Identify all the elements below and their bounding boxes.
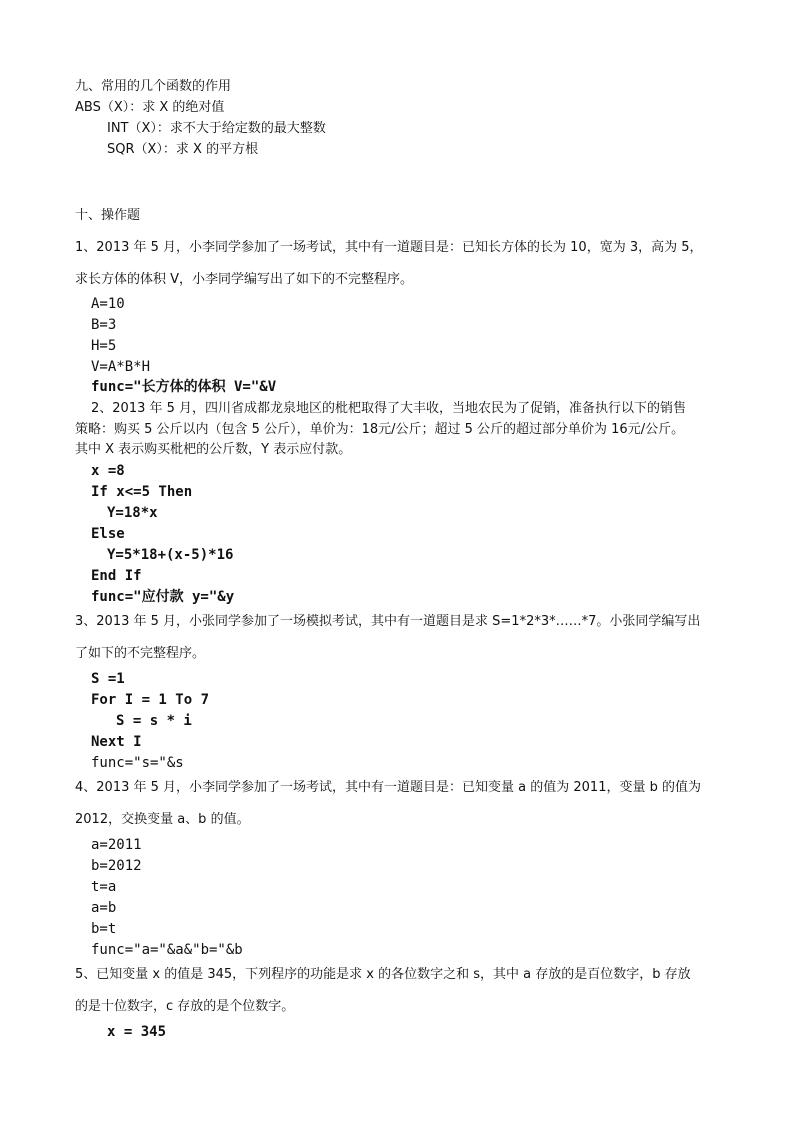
question-5-code-line: x = 345 <box>107 1024 167 1040</box>
question-1-code-line: V=A*B*H <box>91 359 151 375</box>
question-4-code-line: b=t <box>91 921 117 937</box>
section-10-title: 十、操作题 <box>75 208 141 223</box>
question-4-text-line: 2012，交换变量 a、b 的值。 <box>75 812 250 827</box>
question-1-code-line: A=10 <box>91 296 125 312</box>
question-2-code-line: Y=18*x <box>107 505 158 521</box>
question-2-code-line: Y=5*18+(x-5)*16 <box>107 547 234 563</box>
question-4-text-line: 4、2013 年 5 月，小李同学参加了一场考试，其中有一道题目是：已知变量 a 的值为 2011，变量 b 的值为 <box>75 780 701 795</box>
function-abs-line: ABS（X）：求 X 的绝对值 <box>75 100 225 115</box>
question-4-code-line: t=a <box>91 879 117 895</box>
function-int-line: INT（X）：求不大于给定数的最大整数 <box>107 121 326 136</box>
question-1-code-line: B=3 <box>91 317 117 333</box>
question-4-code-line: a=2011 <box>91 837 142 853</box>
section-9-title: 九、常用的几个函数的作用 <box>75 79 232 94</box>
question-1-text-line: 1、2013 年 5 月，小李同学参加了一场考试，其中有一道题目是：已知长方体的长为 10，宽为 3，高为 5， <box>75 240 703 255</box>
question-2-code-line: func="应付款 y="&y <box>91 589 235 605</box>
question-2-code-line: End If <box>91 568 142 584</box>
question-2-code-line: x =8 <box>91 463 125 479</box>
question-5-text-line: 的是十位数字，c 存放的是个位数字。 <box>75 999 295 1014</box>
question-2-text-line: 其中 X 表示购买枇杷的公斤数，Y 表示应付款。 <box>75 442 352 457</box>
question-2-text-line: 策略：购买 5 公斤以内（包含 5 公斤），单价为：18元/公斤；超过 5 公斤的超过部分单价为 16元/公斤。 <box>75 422 685 437</box>
question-4-code-line: func="a="&a&"b="&b <box>91 942 243 958</box>
question-1-text-line: 求长方体的体积 V，小李同学编写出了如下的不完整程序。 <box>75 272 414 287</box>
question-4-code-line: a=b <box>91 900 117 916</box>
function-sqr-line: SQR（X）：求 X 的平方根 <box>107 142 259 157</box>
question-3-text-line: 3、2013 年 5 月，小张同学参加了一场模拟考试，其中有一道题目是求 S=1*2*3*……*7。小张同学编写出 <box>75 614 701 629</box>
question-3-code-line: S =1 <box>91 671 125 687</box>
question-2-code-line: If x<=5 Then <box>91 484 193 500</box>
question-4-code-line: b=2012 <box>91 858 142 874</box>
question-5-text-line: 5、已知变量 x 的值是 345，下列程序的功能是求 x 的各位数字之和 s，其中 a 存放的是百位数字，b 存放 <box>75 967 691 982</box>
question-3-code-line: Next I <box>91 734 142 750</box>
question-1-code-line: H=5 <box>91 338 117 354</box>
question-3-text-line: 了如下的不完整程序。 <box>75 646 206 661</box>
question-3-code-line: func="s="&s <box>91 755 184 771</box>
question-2-code-line: Else <box>91 526 125 542</box>
question-3-code-line: For I = 1 To 7 <box>91 692 210 708</box>
question-2-text-line: 2、2013 年 5 月，四川省成都龙泉地区的枇杷取得了大丰收，当地农民为了促销，准备执行以下的销售 <box>91 401 687 416</box>
question-3-code-line: S = s * i <box>116 713 192 729</box>
question-1-code-line: func="长方体的体积 V="&V <box>91 379 277 395</box>
